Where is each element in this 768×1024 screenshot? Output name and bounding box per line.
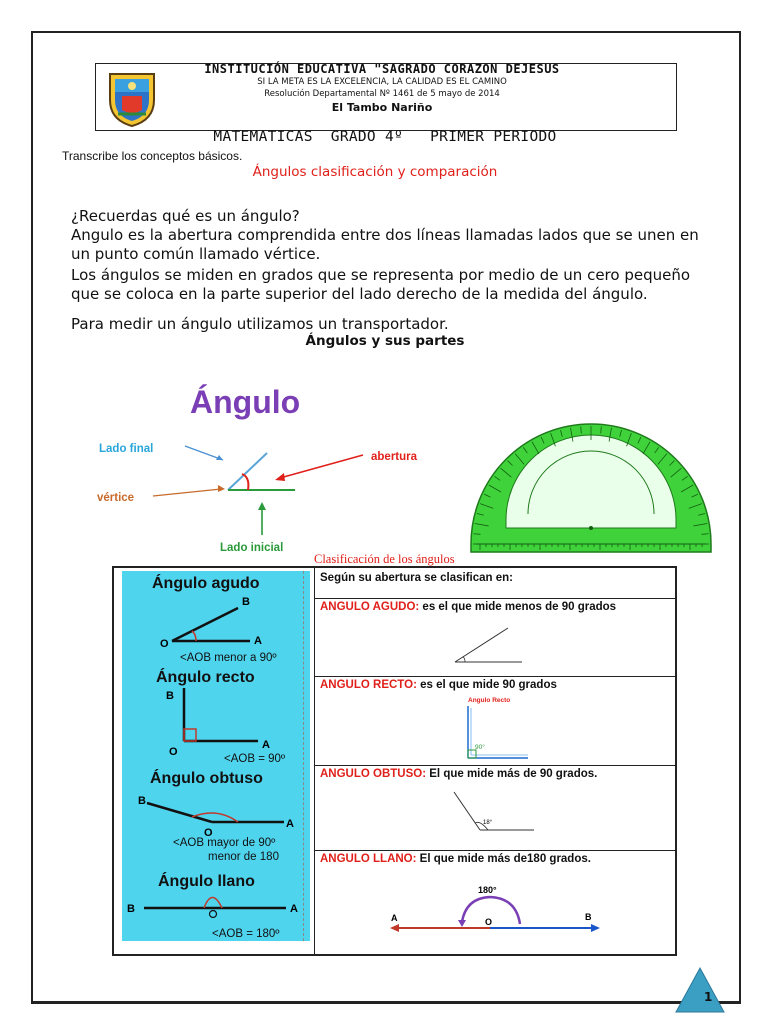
svg-text:90°: 90° [475, 744, 485, 751]
svg-text:B: B [166, 690, 174, 702]
straight-angle-caption: <AOB = 180º [212, 928, 280, 940]
svg-text:B: B [242, 596, 250, 608]
obtuse-example-figure [448, 786, 538, 838]
right-label: ANGULO RECTO: [320, 679, 417, 691]
svg-text:B: B [127, 903, 135, 915]
right-example-figure [462, 692, 532, 764]
page-bottom-rule [31, 1001, 741, 1004]
svg-text:A: A [391, 913, 398, 923]
obtuse-description: El que mide más de 90 grados. [426, 768, 598, 780]
parts-title: Ángulos y sus partes [305, 333, 465, 349]
table-row-divider [314, 676, 677, 677]
table-row-divider [314, 598, 677, 599]
right-angle-title: Ángulo recto [156, 669, 255, 686]
acute-label: ANGULO AGUDO: [320, 601, 420, 613]
institution-resolution: Resolución Departamental Nº 1461 de 5 mayo de 2014 [264, 89, 500, 99]
obtuse-angle-caption-1: <AOB mayor de 90º [173, 837, 276, 849]
obtuse-angle-title: Ángulo obtuso [150, 770, 263, 787]
right-angle-caption: <AOB = 90º [224, 753, 286, 765]
paragraph-protractor: Para medir un ángulo utilizamos un transportador. [71, 315, 449, 333]
label-initial-side: Lado inicial [220, 542, 284, 554]
obtuse-definition [320, 768, 597, 780]
label-opening: abertura [371, 451, 418, 463]
protractor-image [466, 404, 716, 554]
right-definition [320, 679, 557, 691]
table-row-divider [314, 765, 677, 766]
svg-text:A: A [286, 818, 294, 830]
angle-diagram-title: Ángulo [190, 384, 301, 420]
right-description: es el que mide 90 grados [416, 679, 557, 691]
classification-intro: Según su abertura se clasifican en: [320, 572, 514, 584]
paragraph-definition: Angulo es la abertura comprendida entre dos líneas llamadas lados que se unen en un punto común llamado vértice. [71, 226, 699, 263]
left-panel-angle-figures [122, 571, 310, 941]
svg-text:A: A [290, 903, 298, 915]
label-vertex: vértice [97, 492, 135, 504]
straight-angle-title: Ángulo llano [158, 873, 255, 890]
straight-description: El que mide más de180 grados. [416, 853, 591, 865]
svg-text:18°: 18° [483, 820, 493, 826]
acute-example-figure [450, 624, 530, 666]
svg-text:A: A [254, 635, 262, 647]
svg-text:O: O [160, 638, 169, 650]
instruction-text: Transcribe los conceptos básicos. [62, 149, 243, 163]
acute-description: es el que mide menos de 90 grados [419, 601, 617, 613]
svg-text:O: O [204, 827, 213, 839]
table-column-divider [314, 566, 315, 954]
institution-motto: SI LA META ES LA EXCELENCIA, LA CALIDAD ES EL CAMINO [257, 77, 507, 87]
table-row-divider [314, 850, 677, 851]
school-crest-logo [104, 70, 160, 128]
paragraph-question: ¿Recuerdas qué es un ángulo? [71, 207, 300, 225]
label-final-side: Lado final [99, 443, 154, 455]
svg-text:O: O [485, 917, 493, 927]
straight-definition [320, 853, 591, 865]
angle-parts-diagram [95, 380, 455, 556]
institution-location: El Tambo Nariño [331, 101, 433, 114]
svg-text:Angulo Recto: Angulo Recto [468, 697, 511, 704]
straight-label: ANGULO LLANO: [320, 853, 417, 865]
arrow-vertex [153, 489, 221, 496]
straight-example-figure [386, 880, 606, 942]
subject-heading: MATEMATICAS GRADO 4º PRIMER PERIODO [213, 129, 557, 145]
svg-text:A: A [262, 739, 270, 751]
svg-text:B: B [585, 912, 592, 922]
acute-angle-caption: <AOB menor a 90º [180, 652, 277, 664]
institution-name: INSTITUCIÓN EDUCATIVA "SAGRADO CORAZON DEJESUS [204, 62, 560, 76]
arrow-opening [280, 455, 363, 478]
section-title: Ángulos clasificación y comparación [252, 164, 498, 180]
svg-text:B: B [138, 795, 146, 807]
svg-text:O: O [169, 746, 178, 758]
obtuse-angle-caption-2: menor de 180 [208, 851, 279, 863]
svg-text:180°: 180° [478, 885, 497, 895]
classification-title: Clasificación de los ángulos [314, 552, 455, 566]
page-number-triangle [674, 966, 726, 1014]
acute-angle-title: Ángulo agudo [152, 575, 260, 592]
acute-definition [320, 601, 616, 613]
paragraph-degrees: Los ángulos se miden en grados que se representa por medio de un cero pequeño que se coloca en la parte superior del lado derecho de la medida del ángulo. [71, 266, 691, 303]
page-number: 1 [704, 990, 713, 1004]
obtuse-label: ANGULO OBTUSO: [320, 768, 427, 780]
